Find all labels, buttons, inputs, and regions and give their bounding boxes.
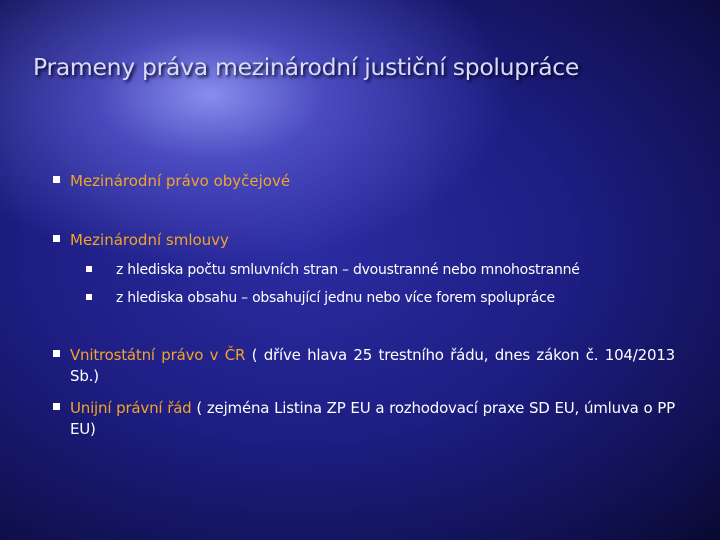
bullet-eu-law (55, 398, 675, 440)
square-bullet-icon (86, 266, 92, 272)
bullet-domestic-law (55, 345, 675, 387)
bullet-text (55, 171, 675, 192)
bullet-rest: ( zejména Listina ZP EU a rozhodovací praxe SD EU, úmluva o PP EU) (70, 399, 675, 438)
bullet-highlight: Unijní právní řád (70, 399, 192, 417)
square-bullet-icon (53, 176, 60, 183)
sub-bullet-text: z hlediska obsahu – obsahující jednu nebo více forem spolupráce (116, 290, 555, 306)
bullet-highlight: Mezinárodní právo obyčejové (70, 172, 291, 190)
bullet-international-treaties (55, 230, 675, 251)
square-bullet-icon (86, 294, 92, 300)
bullet-customary-law (55, 171, 675, 192)
square-bullet-icon (53, 235, 60, 242)
bullet-highlight: Vnitrostátní právo v ČR (70, 346, 246, 364)
bullet-text (55, 398, 675, 440)
bullet-rest: ( dříve hlava 25 trestního řádu, dnes zákon č. 104/2013 Sb.) (70, 346, 676, 385)
square-bullet-icon (53, 350, 60, 357)
slide-title: Prameny práva mezinárodní justiční spolupráce (33, 53, 580, 81)
sub-bullet-content (88, 288, 678, 308)
bullet-highlight: Mezinárodní smlouvy (70, 231, 229, 249)
square-bullet-icon (53, 403, 60, 410)
sub-bullet-text: z hlediska počtu smluvních stran – dvoustranné nebo mnohostranné (116, 262, 580, 278)
bullet-text (55, 345, 675, 387)
bullet-text (55, 230, 675, 251)
sub-bullet-parties (88, 260, 678, 280)
